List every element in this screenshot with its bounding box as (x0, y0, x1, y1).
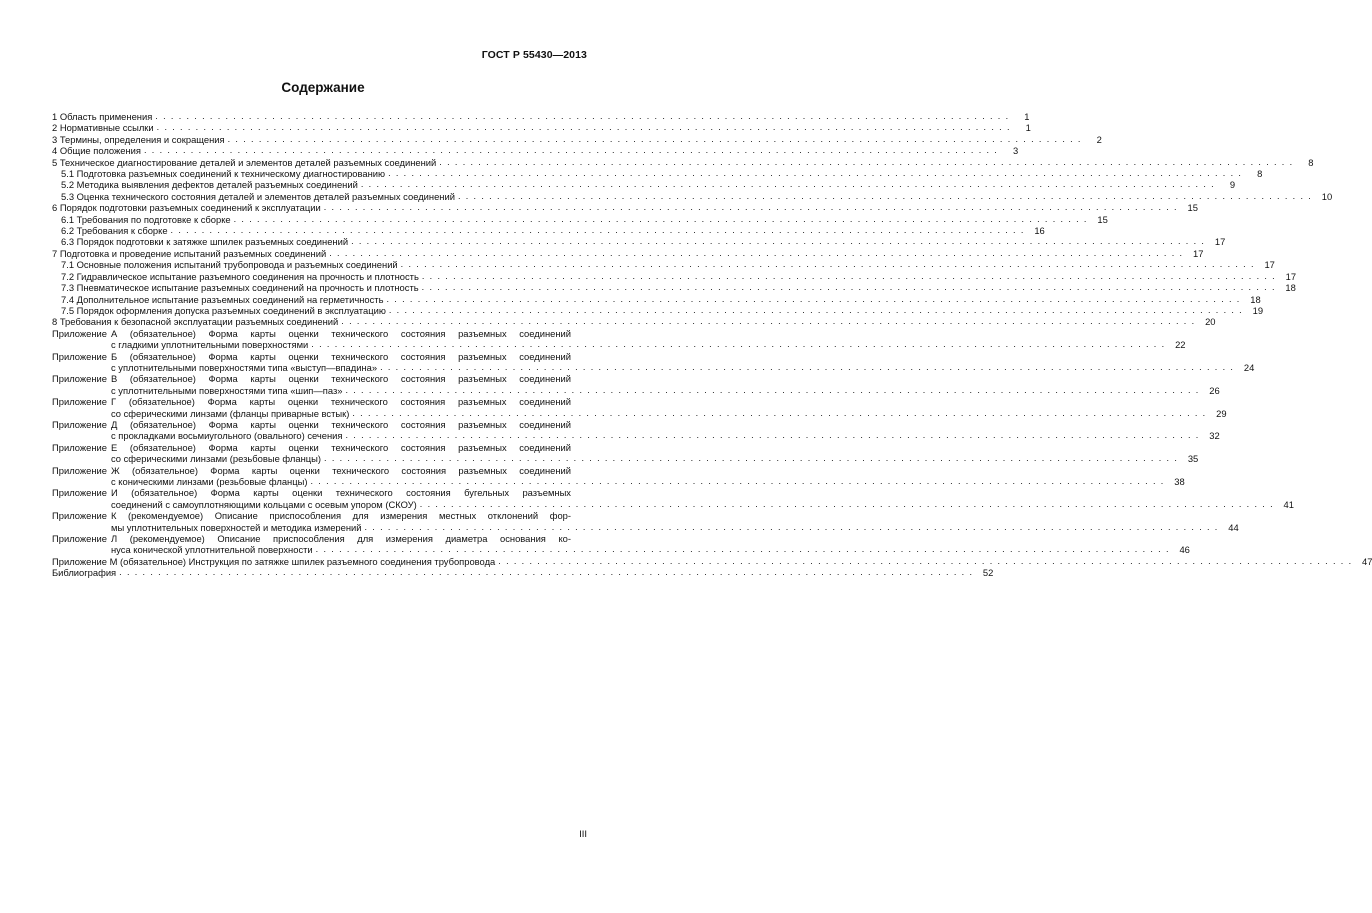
toc-appendix-d[interactable]: Приложение Д (обязательное) Форма карты оценки технического состояния разъемных соединений с прокладками восьмиугольного (овального) сечения . . . 32 (52, 419, 593, 442)
toc-entry-1[interactable]: 1 Область применения . . . 1 (52, 111, 593, 122)
toc-appendix-b[interactable]: Приложение Б (обязательное) Форма карты оценки технического состояния разъемных соединений с уплотнительными поверхностями типа «выступ—впадина» . . . 24 (52, 351, 593, 374)
toc-entry-5-1[interactable]: 5.1 Подготовка разъемных соединений к техническому диагностированию . . . 8 (52, 168, 593, 179)
toc-entry-6-2[interactable]: 6.2 Требования к сборке . . . 16 (52, 225, 593, 236)
toc-appendix-m[interactable]: Приложение М (обязательное) Инструкция по затяжке шпилек разъемного соединения трубопровода . . . 47 (52, 556, 593, 567)
toc-appendix-k[interactable]: Приложение К (рекомендуемое) Описание приспособления для измерения местных отклонений фор- мы уплотнительных поверхностей и методика измерений . . . 44 (52, 510, 593, 533)
toc-entry-6[interactable]: 6 Порядок подготовки разъемных соединений к эксплуатации . . . 15 (52, 202, 593, 213)
toc-entry-6-3[interactable]: 6.3 Порядок подготовки к затяжке шпилек разъемных соединений . . . 17 (52, 236, 593, 247)
page-number: III (579, 829, 587, 840)
standard-code: ГОСТ Р 55430—2013 (481, 49, 587, 61)
toc-entry-6-1[interactable]: 6.1 Требования по подготовке к сборке . . . 15 (52, 214, 593, 225)
toc-entry-5[interactable]: 5 Техническое диагностирование деталей и элементов деталей разъемных соединений . . . 8 (52, 157, 593, 168)
toc-entry-8[interactable]: 8 Требования к безопасной эксплуатации разъемных соединений . . . 20 (52, 316, 593, 327)
toc-entry-5-2[interactable]: 5.2 Методика выявления дефектов деталей разъемных соединений . . . 9 (52, 179, 593, 190)
toc-entry-7-5[interactable]: 7.5 Порядок оформления допуска разъемных соединений в эксплуатацию . . . 19 (52, 305, 593, 316)
table-of-contents (52, 111, 1372, 579)
toc-appendix-g[interactable]: Приложение Г (обязательное) Форма карты оценки технического состояния разъемных соединений со сферическими линзами (фланцы приварные встык) . . . 29 (52, 396, 593, 419)
toc-entry-2[interactable]: 2 Нормативные ссылки . . . 1 (52, 122, 593, 133)
toc-entry-7-4[interactable]: 7.4 Дополнительное испытание разъемных соединений на герметичность . . . 18 (52, 294, 593, 305)
toc-bibliography[interactable]: Библиография . . . 52 (52, 567, 593, 578)
toc-appendix-l[interactable]: Приложение Л (рекомендуемое) Описание приспособления для измерения диаметра основания ко- нуса конической уплотнительной поверхности . . . 46 (52, 533, 593, 556)
toc-appendix-v[interactable]: Приложение В (обязательное) Форма карты оценки технического состояния разъемных соединений с уплотнительными поверхностями типа «шип—паз» . . . 26 (52, 373, 593, 396)
toc-entry-7[interactable]: 7 Подготовка и проведение испытаний разъемных соединений . . . 17 (52, 248, 593, 259)
page-title: Содержание (281, 80, 365, 95)
toc-entry-4[interactable]: 4 Общие положения . . . 3 (52, 145, 593, 156)
toc-appendix-a[interactable]: Приложение А (обязательное) Форма карты оценки технического состояния разъемных соединений с гладкими уплотнительными поверхностями . . . 22 (52, 328, 593, 351)
toc-appendix-e[interactable]: Приложение Е (обязательное) Форма карты оценки технического состояния разъемных соединений со сферическими линзами (резьбовые фланцы) . . . 35 (52, 442, 593, 465)
toc-appendix-i[interactable]: Приложение И (обязательное) Форма карты оценки технического состояния бугельных разъемных соединений с самоуплотняющими кольцами с осевым упором (СКОУ) . . . 41 (52, 487, 593, 510)
toc-appendix-zh[interactable]: Приложение Ж (обязательное) Форма карты оценки технического состояния разъемных соединений с коническими линзами (резьбовые фланцы) . . . 38 (52, 465, 593, 488)
toc-entry-7-1[interactable]: 7.1 Основные положения испытаний трубопровода и разъемных соединений . . . 17 (52, 259, 593, 270)
toc-entry-5-3[interactable]: 5.3 Оценка технического состояния деталей и элементов деталей разъемных соединений . . . 10 (52, 191, 593, 202)
toc-entry-7-3[interactable]: 7.3 Пневматическое испытание разъемных соединений на прочность и плотность . . . 18 (52, 282, 593, 293)
toc-entry-7-2[interactable]: 7.2 Гидравлическое испытание разъемного соединения на прочность и плотность . . . 17 (52, 271, 593, 282)
toc-entry-3[interactable]: 3 Термины, определения и сокращения . . . 2 (52, 134, 593, 145)
